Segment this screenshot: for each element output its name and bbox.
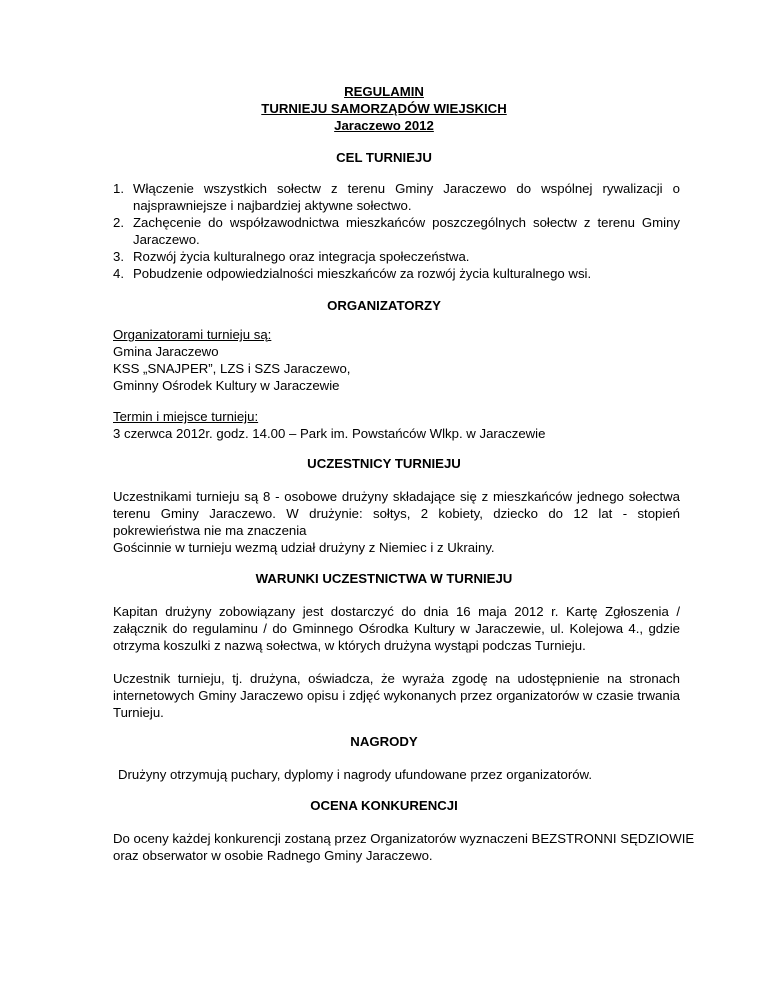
goals-section [113,180,680,282]
judging-line: Do oceny każdej konkurencji zostaną przez Organizatorów wyznaczeni BEZSTRONNI SĘDZIOWIE [113,831,695,846]
date-place-section [113,408,680,442]
judging-section [113,830,713,864]
heading-nagrody: NAGRODY [350,734,418,749]
list-item-text: Zachęcenie do współzawodnictwa mieszkańców poszczególnych sołectw z terenu Gminy Jaraczewo. [133,215,680,247]
judging-line: oraz obserwator w osobie Radnego Gminy Jaraczewo. [113,848,433,863]
list-item [113,265,680,282]
participants-paragraph: Uczestnikami turnieju są 8 - osobowe drużyny składające się z mieszkańców jednego sołectwa terenu Gminy Jaraczewo. W drużynie: sołtys, 2 kobiety, dziecko do 12 lat - stopień pokrewieństwa nie ma znaczenia [113,489,680,538]
heading-ocena: OCENA KONKURENCJI [310,798,458,813]
heading-organizatorzy: ORGANIZATORZY [327,298,441,313]
guest-teams-paragraph: Gościnnie w turnieju wezmą udział drużyny z Niemiec i z Ukrainy. [113,540,495,555]
heading-warunki: WARUNKI UCZESTNICTWA W TURNIEJU [255,571,513,586]
list-item [113,248,680,265]
goals-list [113,180,680,282]
organizers-section [113,326,680,394]
list-item [113,214,680,248]
list-item-text: Włączenie wszystkich sołectw z terenu Gminy Jaraczewo do wspólnej rywalizacji o najsprawniejsze i najbardziej aktywne sołectwo. [133,181,680,213]
list-item-number: 4. [113,266,124,281]
title-line-place-year: Jaraczewo 2012 [334,118,434,133]
list-item-number: 3. [113,249,124,264]
list-item-number: 1. [113,181,124,196]
prizes-text: Drużyny otrzymują puchary, dyplomy i nagrody ufundowane przez organizatorów. [118,767,593,782]
list-item-text: Rozwój życia kulturalnego oraz integracja społeczeństwa. [133,249,470,264]
date-place-text: 3 czerwca 2012r. godz. 14.00 – Park im. Powstańców Wlkp. w Jaraczewie [113,426,546,441]
organizers-label: Organizatorami turnieju są: [113,327,272,342]
title-line-turniej: TURNIEJU SAMORZĄDÓW WIEJSKICH [261,101,507,116]
organizer-line: Gminny Ośrodek Kultury w Jaraczewie [113,378,340,393]
title-line-regulamin: REGULAMIN [344,84,424,99]
conditions-paragraph: Kapitan drużyny zobowiązany jest dostarczyć do dnia 16 maja 2012 r. Kartę Zgłoszenia / załącznik do regulaminu / do Gminnego Ośrodka Kultury w Jaraczewie, ul. Kolejowa 4., gdzie otrzyma koszulki z nazwą sołectwa, w których drużyna wystąpi podczas Turnieju. [113,604,680,653]
organizer-line: KSS „SNAJPER”, LZS i SZS Jaraczewo, [113,361,351,376]
list-item [113,180,680,214]
heading-uczestnicy: UCZESTNICY TURNIEJU [307,456,461,471]
heading-cel-turnieju: CEL TURNIEJU [336,150,432,165]
date-place-label: Termin i miejsce turnieju: [113,409,259,424]
list-item-number: 2. [113,215,124,230]
organizer-line: Gmina Jaraczewo [113,344,219,359]
document-title [0,83,768,134]
consent-paragraph: Uczestnik turnieju, tj. drużyna, oświadcza, że wyraża zgodę na udostępnienie na stronach internetowych Gminy Jaraczewo opisu i zdjęć wykonanych przez organizatorów w czasie trwania Turnieju. [113,671,680,720]
list-item-text: Pobudzenie odpowiedzialności mieszkańców za rozwój życia kulturalnego wsi. [133,266,592,281]
